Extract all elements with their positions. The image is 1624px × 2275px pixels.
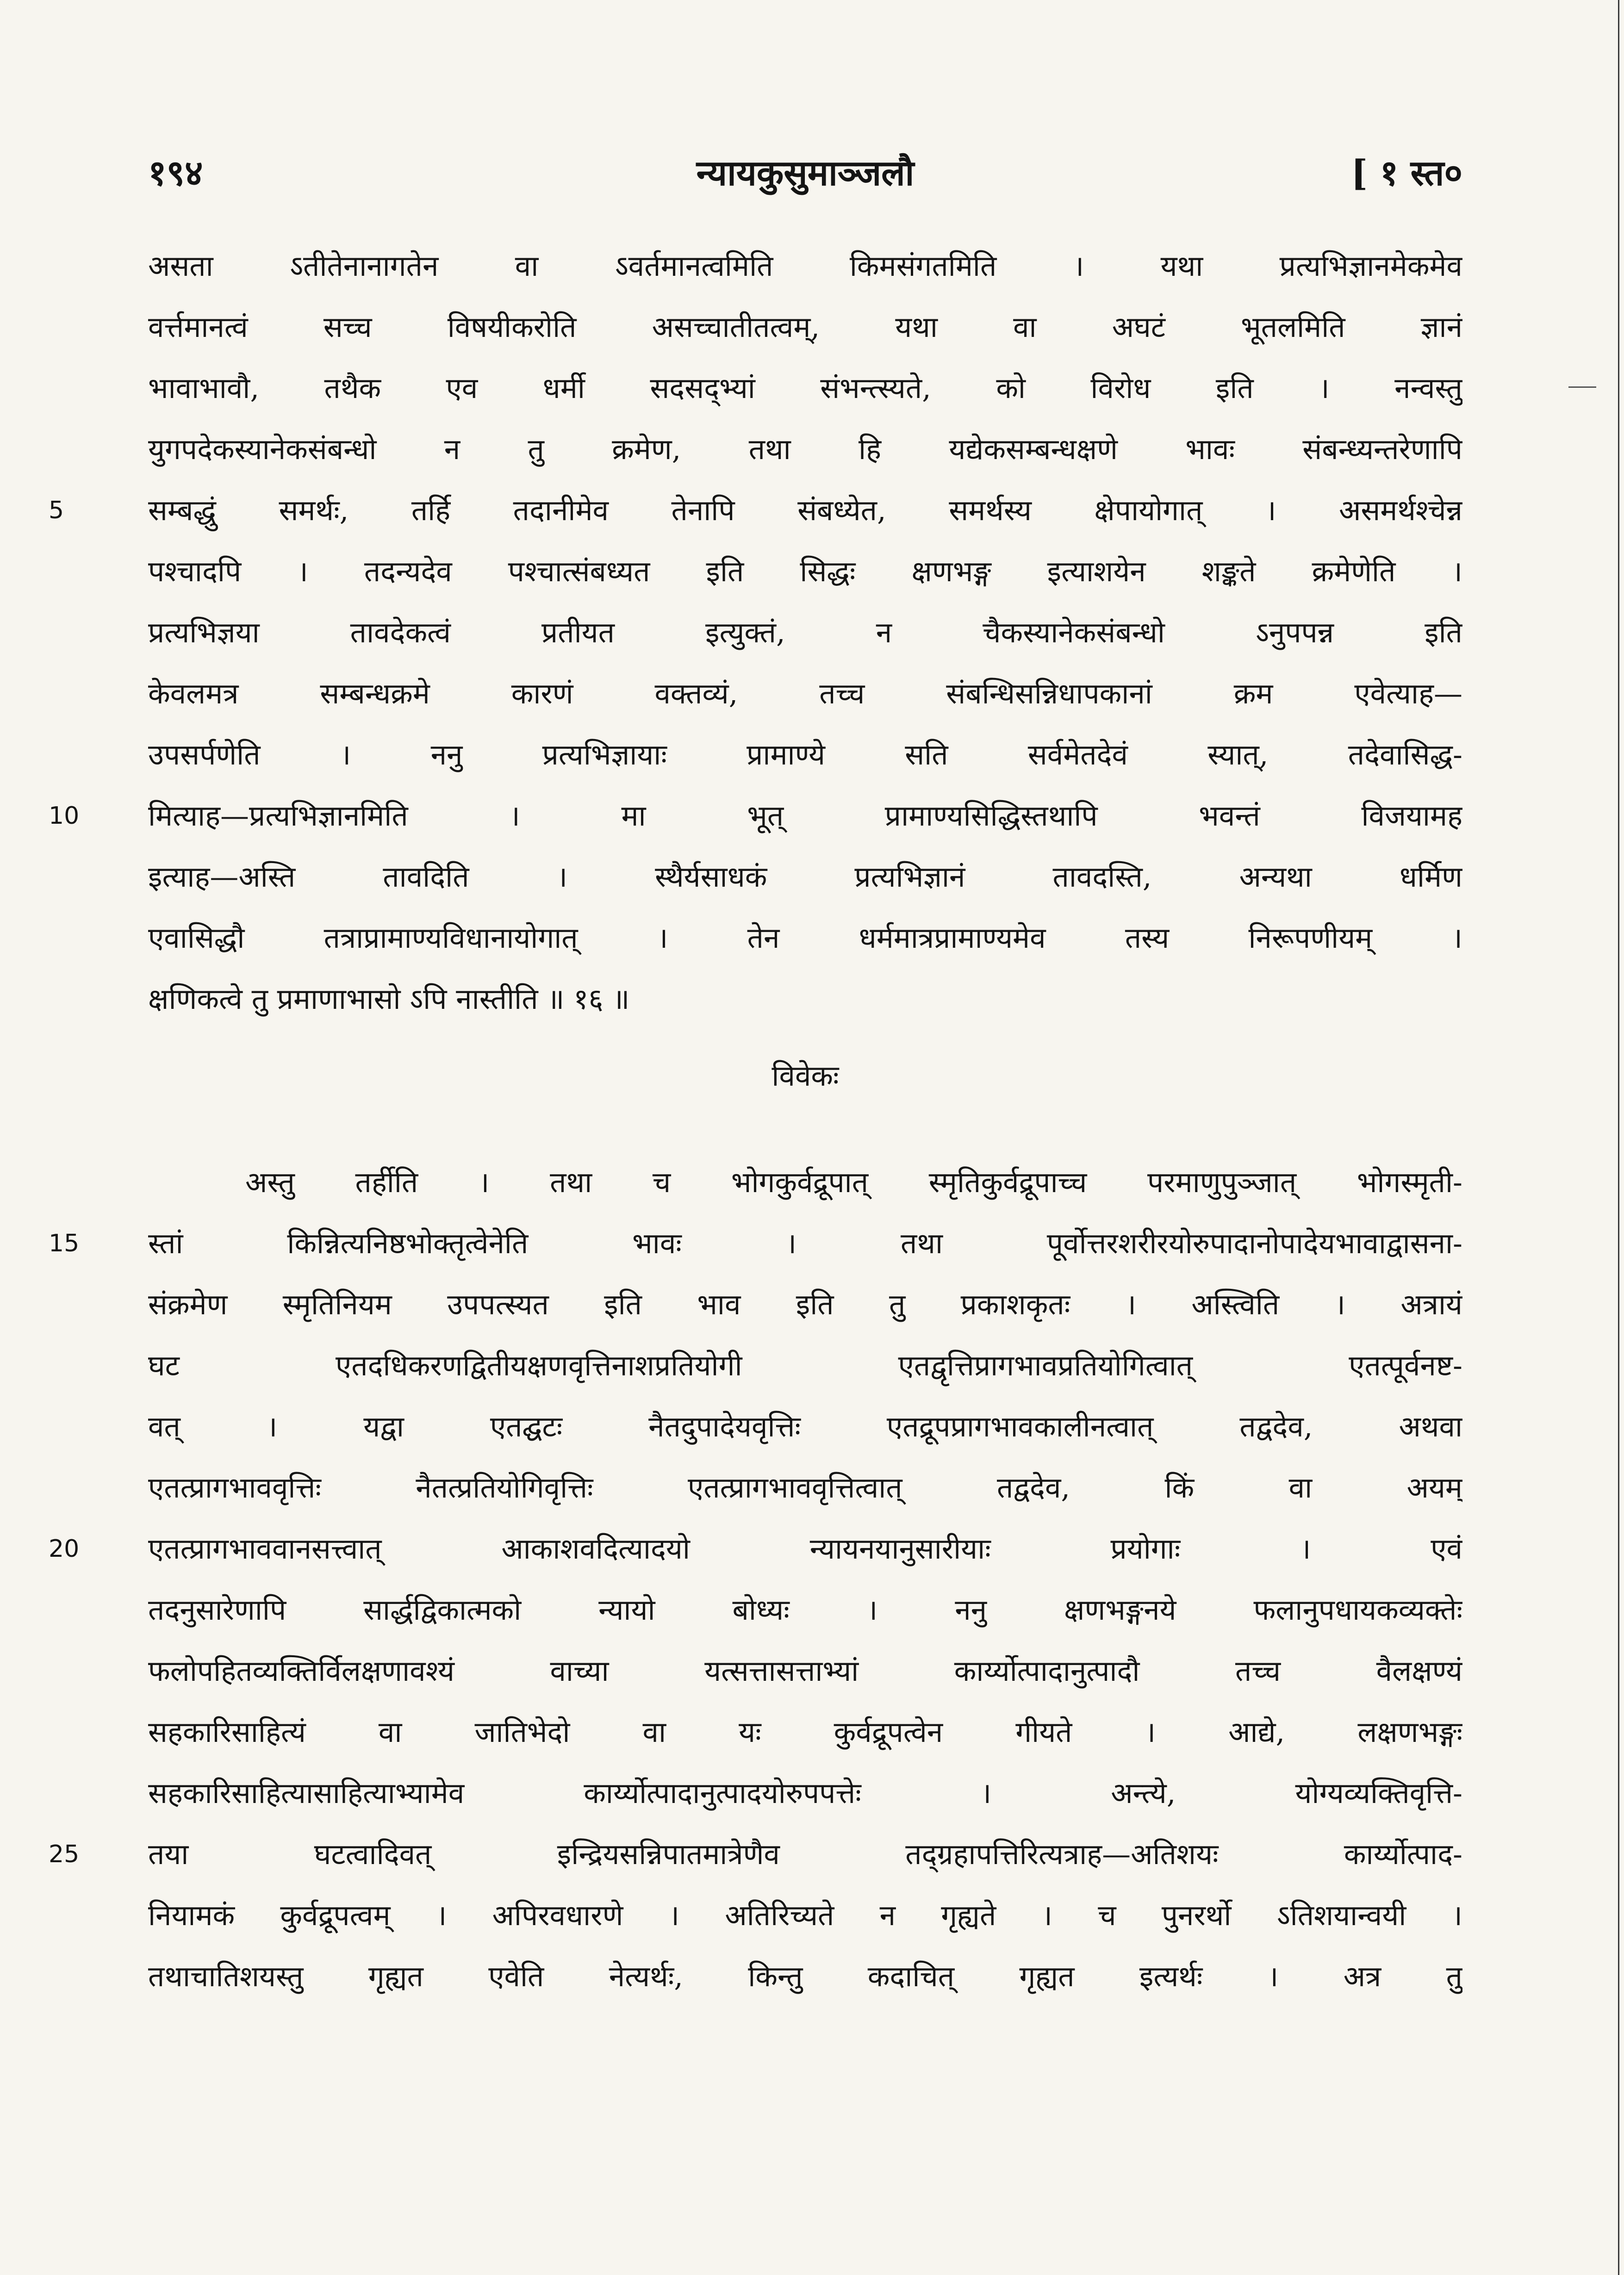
line-number: 5 <box>49 497 64 524</box>
page-number: १९४ <box>148 152 203 193</box>
text-line: फलोपहितव्यक्तिर्विलक्षणावश्यं वाच्या यत्सत्तासत्ताभ्यां कार्य्योत्पादानुत्पादौ तच्च वैलक्षण्यं <box>148 1654 1462 1688</box>
text-line: तदनुसारेणापि सार्द्धद्विकात्मको न्यायो बोध्यः । ननु क्षणभङ्गनये फलानुपधायकव्यक्तेः <box>148 1593 1462 1627</box>
page-edge-line <box>1618 0 1619 2275</box>
text-line: युगपदेकस्यानेकसंबन्धो न तु क्रमेण, तथा हि यद्येकसम्बन्धक्षणे भावः संबन्ध्यन्तरेणापि <box>148 432 1462 466</box>
section-heading: विवेकः <box>772 1059 839 1093</box>
line-number: 20 <box>49 1535 80 1563</box>
line-number: 15 <box>49 1230 80 1257</box>
text-line: एवासिद्धौ तत्राप्रामाण्यविधानायोगात् । तेन धर्ममात्रप्रामाण्यमेव तस्य निरूपणीयम् । <box>148 921 1462 955</box>
text-line: इत्याह—अस्ति तावदिति । स्थैर्यसाधकं प्रत्यभिज्ञानं तावदस्ति, अन्यथा धर्मिण <box>148 860 1462 894</box>
text-line: असता ऽतीतेनानागतेन वा ऽवर्तमानत्वमिति किमसंगतमिति । यथा प्रत्यभिज्ञानमेकमेव <box>148 249 1462 283</box>
text-line: सम्बद्धुं समर्थः, तर्हि तदानीमेव तेनापि संबध्येत, समर्थस्य क्षेपायोगात् । असमर्थश्चेन्न <box>148 493 1462 527</box>
text-line: सहकारिसाहित्यं वा जातिभेदो वा यः कुर्वद्रूपत्वेन गीयते । आद्ये, लक्षणभङ्गः <box>148 1715 1462 1749</box>
page-edge-mark <box>1568 386 1596 388</box>
text-line: अस्तु तर्हीति । तथा च भोगकुर्वद्रूपात् स्मृतिकुर्वद्रूपाच्च परमाणुपुञ्जात् भोगस्मृती- <box>245 1165 1462 1199</box>
text-line: स्तां किन्नित्यनिष्ठभोक्तृत्वेनेति भावः । तथा पूर्वोत्तरशरीरयोरुपादानोपादेयभावाद्वासना- <box>148 1226 1462 1260</box>
line-number: 10 <box>49 802 80 830</box>
running-header <box>148 148 1462 208</box>
text-line: सहकारिसाहित्यासाहित्याभ्यामेव कार्य्योत्पादानुत्पादयोरुपपत्तेः । अन्त्ये, योग्यव्यक्तिवृत्ति- <box>148 1776 1462 1810</box>
text-line: केवलमत्र सम्बन्धक्रमे कारणं वक्तव्यं, तच्च संबन्धिसन्निधापकानां क्रम एवेत्याह— <box>148 677 1462 710</box>
text-line: एतत्प्रागभाववृत्तिः नैतत्प्रतियोगिवृत्तिः एतत्प्रागभाववृत्तित्वात् तद्वदेव, किं वा अयम् <box>148 1471 1462 1504</box>
text-line: क्षणिकत्वे तु प्रमाणाभासो ऽपि नास्तीति ॥ १६ ॥ <box>148 982 630 1016</box>
text-line: तथाचातिशयस्तु गृह्यत एवेति नेत्यर्थः, किन्तु कदाचित् गृह्यत इत्यर्थः । अत्र तु <box>148 1959 1462 1993</box>
text-line: संक्रमेण स्मृतिनियम उपपत्स्यत इति भाव इति तु प्रकाशकृतः । अस्त्विति । अत्रायं <box>148 1287 1462 1321</box>
section-marker: [ १ स्त० <box>1351 152 1462 193</box>
text-line: प्रत्यभिज्ञया तावदेकत्वं प्रतीयत इत्युक्तं, न चैकस्यानेकसंबन्धो ऽनुपपन्न इति <box>148 615 1462 649</box>
line-number: 25 <box>49 1840 80 1868</box>
text-line: वत् । यद्वा एतद्घटः नैतदुपादेयवृत्तिः एतद्रूपप्रागभावकालीनत्वात् तद्वदेव, अथवा <box>148 1410 1462 1443</box>
text-line: पश्चादपि । तदन्यदेव पश्चात्संबध्यत इति सिद्धः क्षणभङ्ग इत्याशयेन शङ्कते क्रमेणेति । <box>148 554 1462 588</box>
text-line: घट एतदधिकरणद्वितीयक्षणवृत्तिनाशप्रतियोगी एतद्वृत्तिप्रागभावप्रतियोगित्वात् एतत्पूर्वनष्ट- <box>148 1349 1462 1382</box>
text-line: भावाभावौ, तथैक एव धर्मी सदसद्भ्यां संभन्त्स्यते, को विरोध इति । नन्वस्तु <box>148 371 1462 405</box>
text-line: मित्याह—प्रत्यभिज्ञानमिति । मा भूत् प्रामाण्यसिद्धिस्तथापि भवन्तं विजयामह <box>148 799 1462 833</box>
running-title: न्यायकुसुमाञ्जलौ <box>696 152 915 193</box>
text-line: नियामकं कुर्वद्रूपत्वम् । अपिरवधारणे । अतिरिच्यते न गृह्यते । च पुनरर्थो ऽतिशयान्वयी । <box>148 1898 1462 1932</box>
text-line: वर्त्तमानत्वं सच्च विषयीकरोति असच्चातीतत्वम्, यथा वा अघटं भूतलमिति ज्ञानं <box>148 310 1462 344</box>
text-line: उपसर्पणेति । ननु प्रत्यभिज्ञायाः प्रामाण्ये सति सर्वमेतदेवं स्यात्, तदेवासिद्ध- <box>148 738 1462 771</box>
text-line: तया घटत्वादिवत् इन्द्रियसन्निपातमात्रेणैव तद्ग्रहापत्तिरित्यत्राह—अतिशयः कार्य्योत्पाद- <box>148 1837 1462 1871</box>
text-line: एतत्प्रागभाववानसत्त्वात् आकाशवदित्यादयो न्यायनयानुसारीयाः प्रयोगाः । एवं <box>148 1532 1462 1566</box>
